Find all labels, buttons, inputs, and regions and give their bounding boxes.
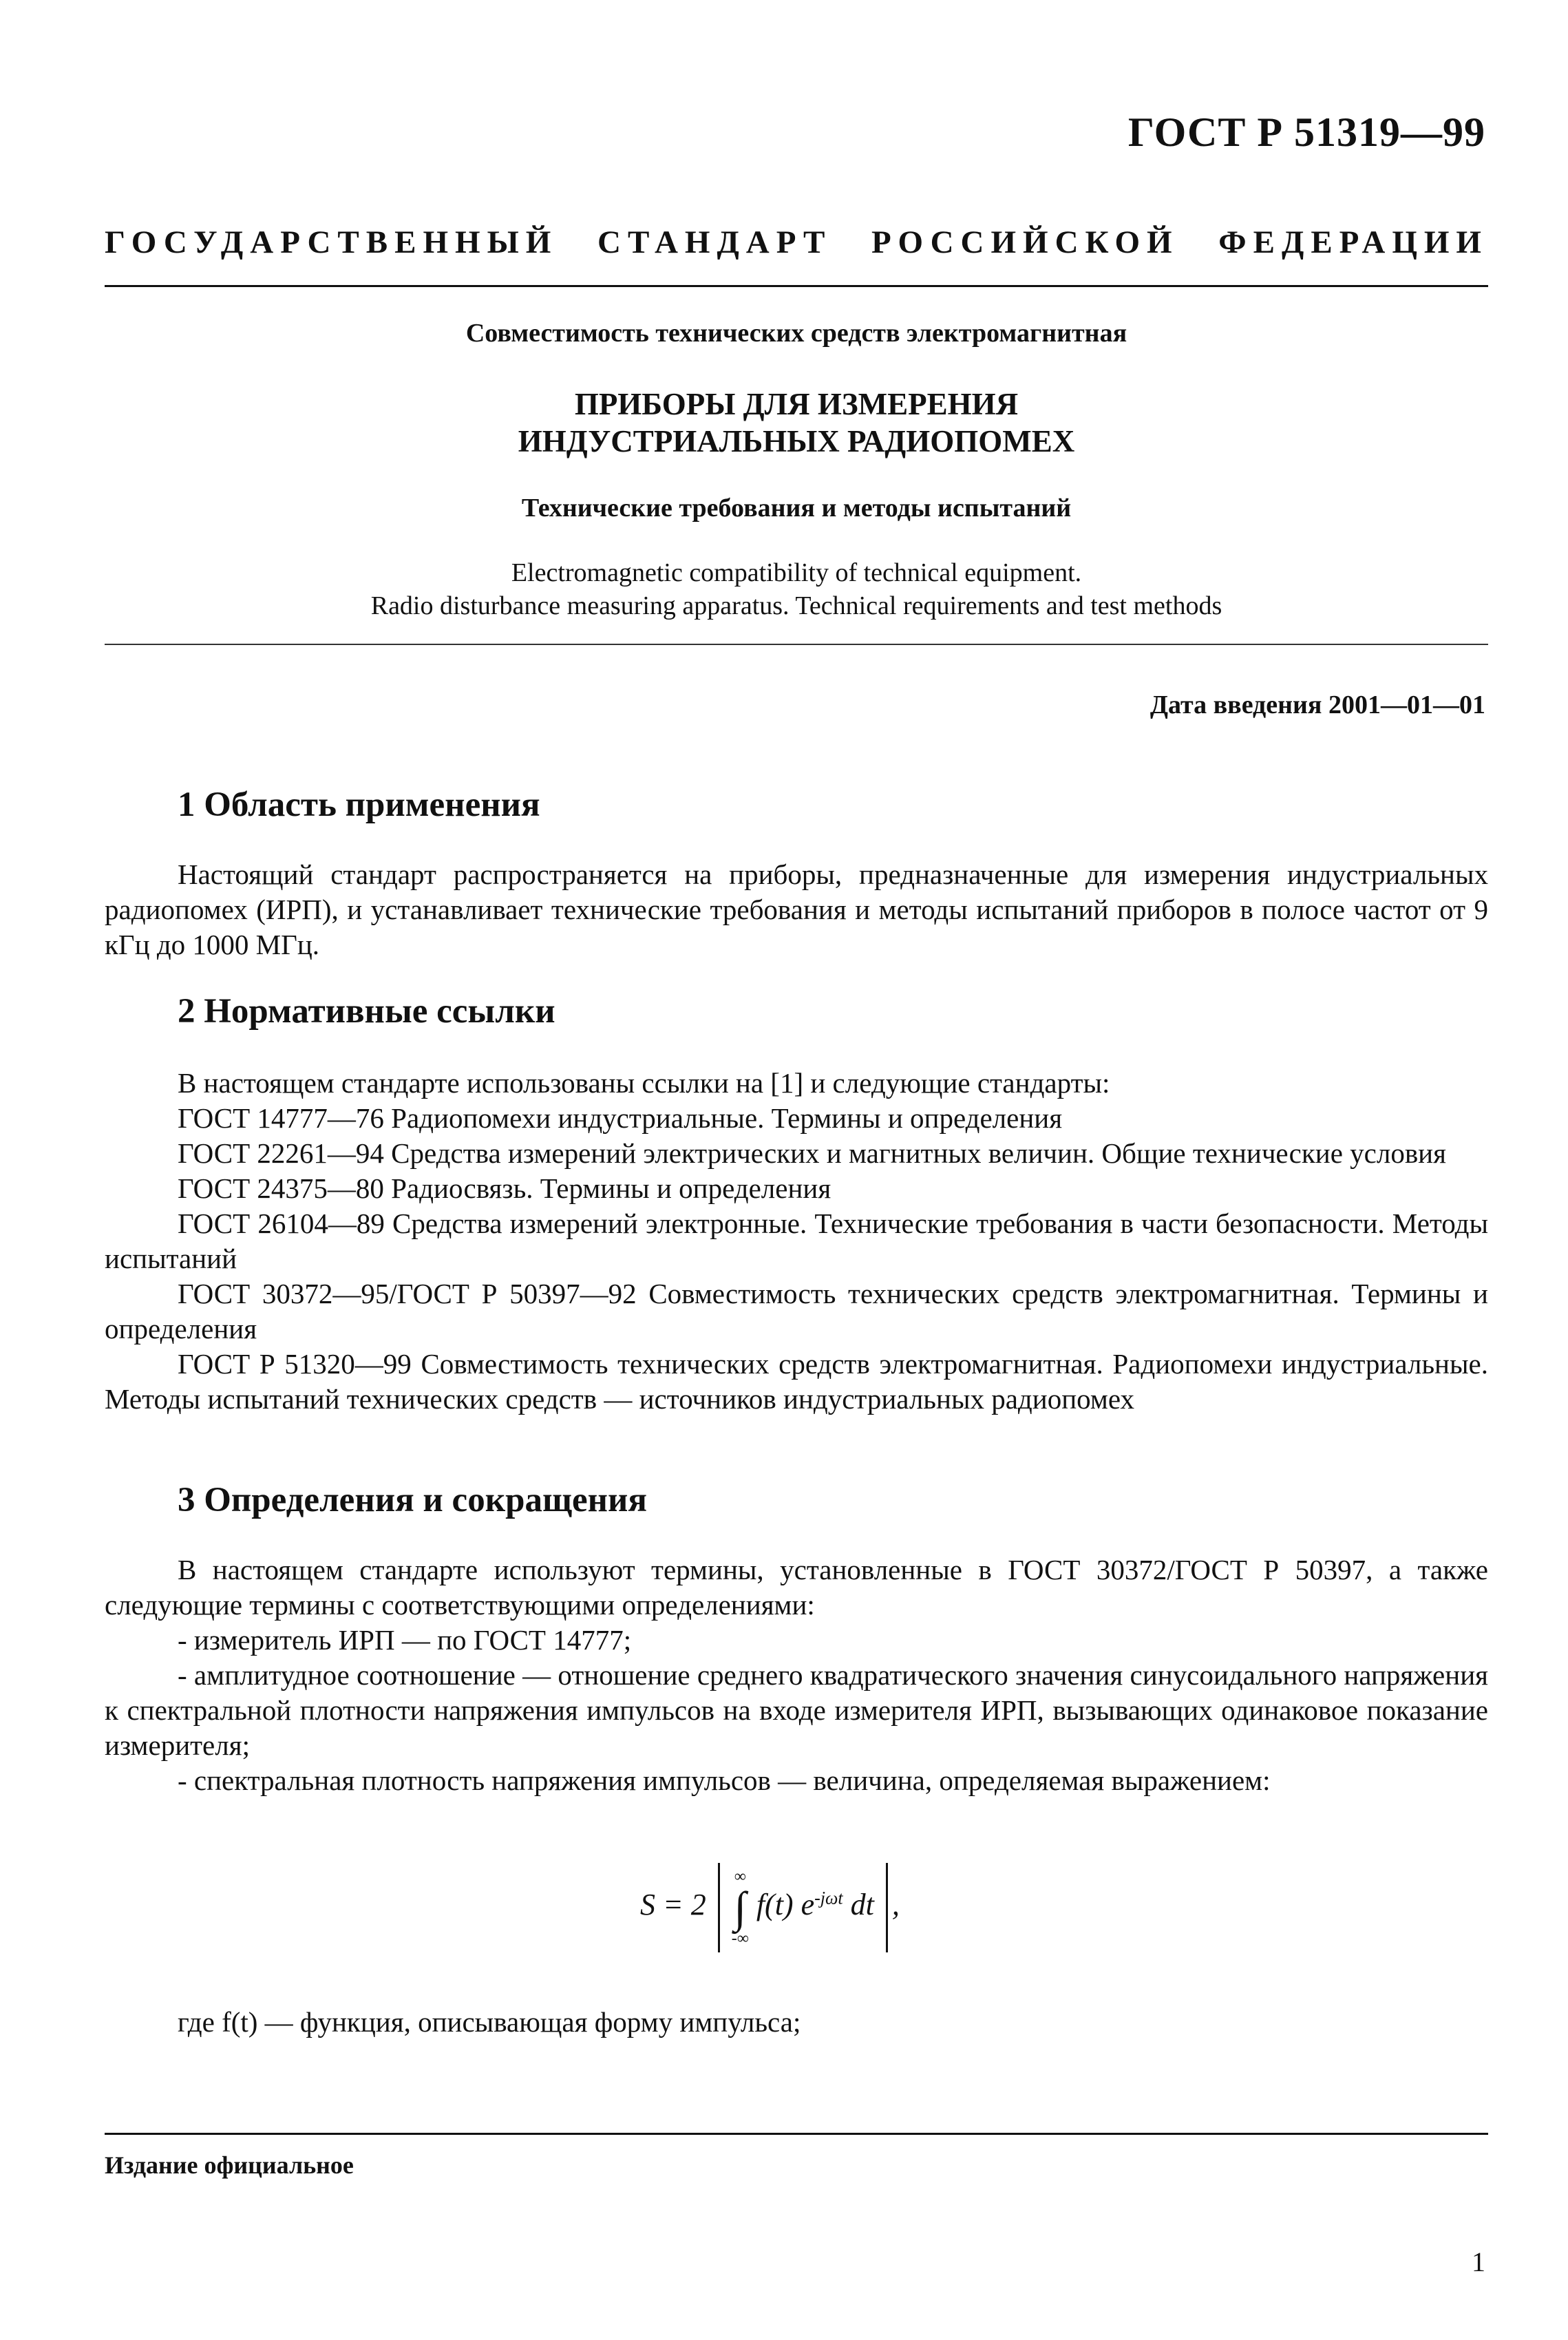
definitions-intro: В настоящем стандарте используют термины, установленные в ГОСТ 30372/ГОСТ Р 50397, а также следующие термины с соответствующими определениями: <box>105 1554 1488 1621</box>
integral-upper-limit: ∞ <box>734 1868 746 1886</box>
references-list <box>105 1066 1488 1417</box>
header-word: РОССИЙСКОЙ <box>871 224 1179 260</box>
introduction-date: Дата введения 2001—01—01 <box>1149 691 1485 719</box>
title-rule <box>105 644 1488 645</box>
english-title-line: Radio disturbance measuring apparatus. Technical requirements and test methods <box>370 591 1222 620</box>
spectral-density-formula <box>640 1863 900 1952</box>
section-heading-scope: 1 Область применения <box>178 786 540 824</box>
formula-body: f(t) e <box>756 1888 815 1922</box>
reference-item: ГОСТ 30372—95/ГОСТ Р 50397—92 Совместимость технических средств электромагнитная. Термины и определения <box>105 1278 1488 1345</box>
section-heading-references: 2 Нормативные ссылки <box>178 992 555 1031</box>
title-line: ПРИБОРЫ ДЛЯ ИЗМЕРЕНИЯ <box>574 387 1019 421</box>
document-title <box>105 386 1488 460</box>
title-line: ИНДУСТРИАЛЬНЫХ РАДИОПОМЕХ <box>518 424 1075 458</box>
header-word: ГОСУДАРСТВЕННЫЙ <box>105 224 558 260</box>
reference-item: ГОСТ 26104—89 Средства измерений электронные. Технические требования в части безопасности. Методы испытаний <box>105 1208 1488 1274</box>
document-subtitle-2: Технические требования и методы испытаний <box>521 494 1072 523</box>
definition-item: - спектральная плотность напряжения импульсов — величина, определяемая выражением: <box>178 1764 1271 1796</box>
definition-item: - измеритель ИРП — по ГОСТ 14777; <box>178 1624 632 1656</box>
footer-rule <box>105 2133 1488 2135</box>
page-number: 1 <box>1472 2246 1485 2277</box>
document-number: ГОСТ Р 51319—99 <box>1127 109 1485 155</box>
reference-item: ГОСТ 14777—76 Радиопомехи индустриальные. Термины и определения <box>178 1102 1063 1134</box>
formula-end: , <box>891 1888 900 1922</box>
official-edition-note: Издание официальное <box>105 2151 354 2179</box>
header-rule <box>105 285 1488 287</box>
integral-sign: ∞ ∫ -∞ <box>731 1868 749 1948</box>
formula-exponent: -jωt <box>814 1888 843 1908</box>
reference-item: ГОСТ Р 51320—99 Совместимость технических средств электромагнитная. Радиопомехи индустриальные. Методы испытаний технических средств — источников индустриальных радиопомех <box>105 1348 1488 1415</box>
section-heading-definitions: 3 Определения и сокращения <box>178 1481 648 1519</box>
reference-item: ГОСТ 24375—80 Радиосвязь. Термины и определения <box>178 1172 831 1204</box>
definitions-list <box>105 1552 1488 1798</box>
section-text-scope: Настоящий стандарт распространяется на приборы, предназначенные для измерения индустриальных радиопомех (ИРП), и устанавливает технические требования и методы испытаний приборов в полосе частот от 9 кГц до 1000 МГц. <box>105 858 1488 960</box>
abs-bar-right <box>886 1863 888 1952</box>
header-word: ФЕДЕРАЦИИ <box>1218 224 1488 260</box>
abs-bar-left <box>718 1863 720 1952</box>
formula-where-clause: где f(t) — функция, описывающая форму импульса; <box>178 2006 801 2038</box>
english-title-line: Electromagnetic compatibility of technical equipment. <box>511 558 1082 587</box>
document-subtitle: Совместимость технических средств электромагнитная <box>465 319 1127 348</box>
formula-dt: dt <box>850 1888 874 1922</box>
references-intro: В настоящем стандарте использованы ссылки на [1] и следующие стандарты: <box>178 1067 1110 1099</box>
definition-item: - амплитудное соотношение — отношение среднего квадратического значения синусоидального напряжения к спектральной плотности напряжения импульсов на входе измерителя ИРП, вызывающих одинаковое показание измерителя; <box>105 1659 1488 1761</box>
formula-lhs: S = 2 <box>640 1888 706 1922</box>
standard-header <box>105 224 1488 261</box>
integral-lower-limit: -∞ <box>731 1930 749 1948</box>
reference-item: ГОСТ 22261—94 Средства измерений электрических и магнитных величин. Общие технические условия <box>178 1137 1446 1169</box>
english-title <box>105 556 1488 622</box>
header-word: СТАНДАРТ <box>597 224 832 260</box>
